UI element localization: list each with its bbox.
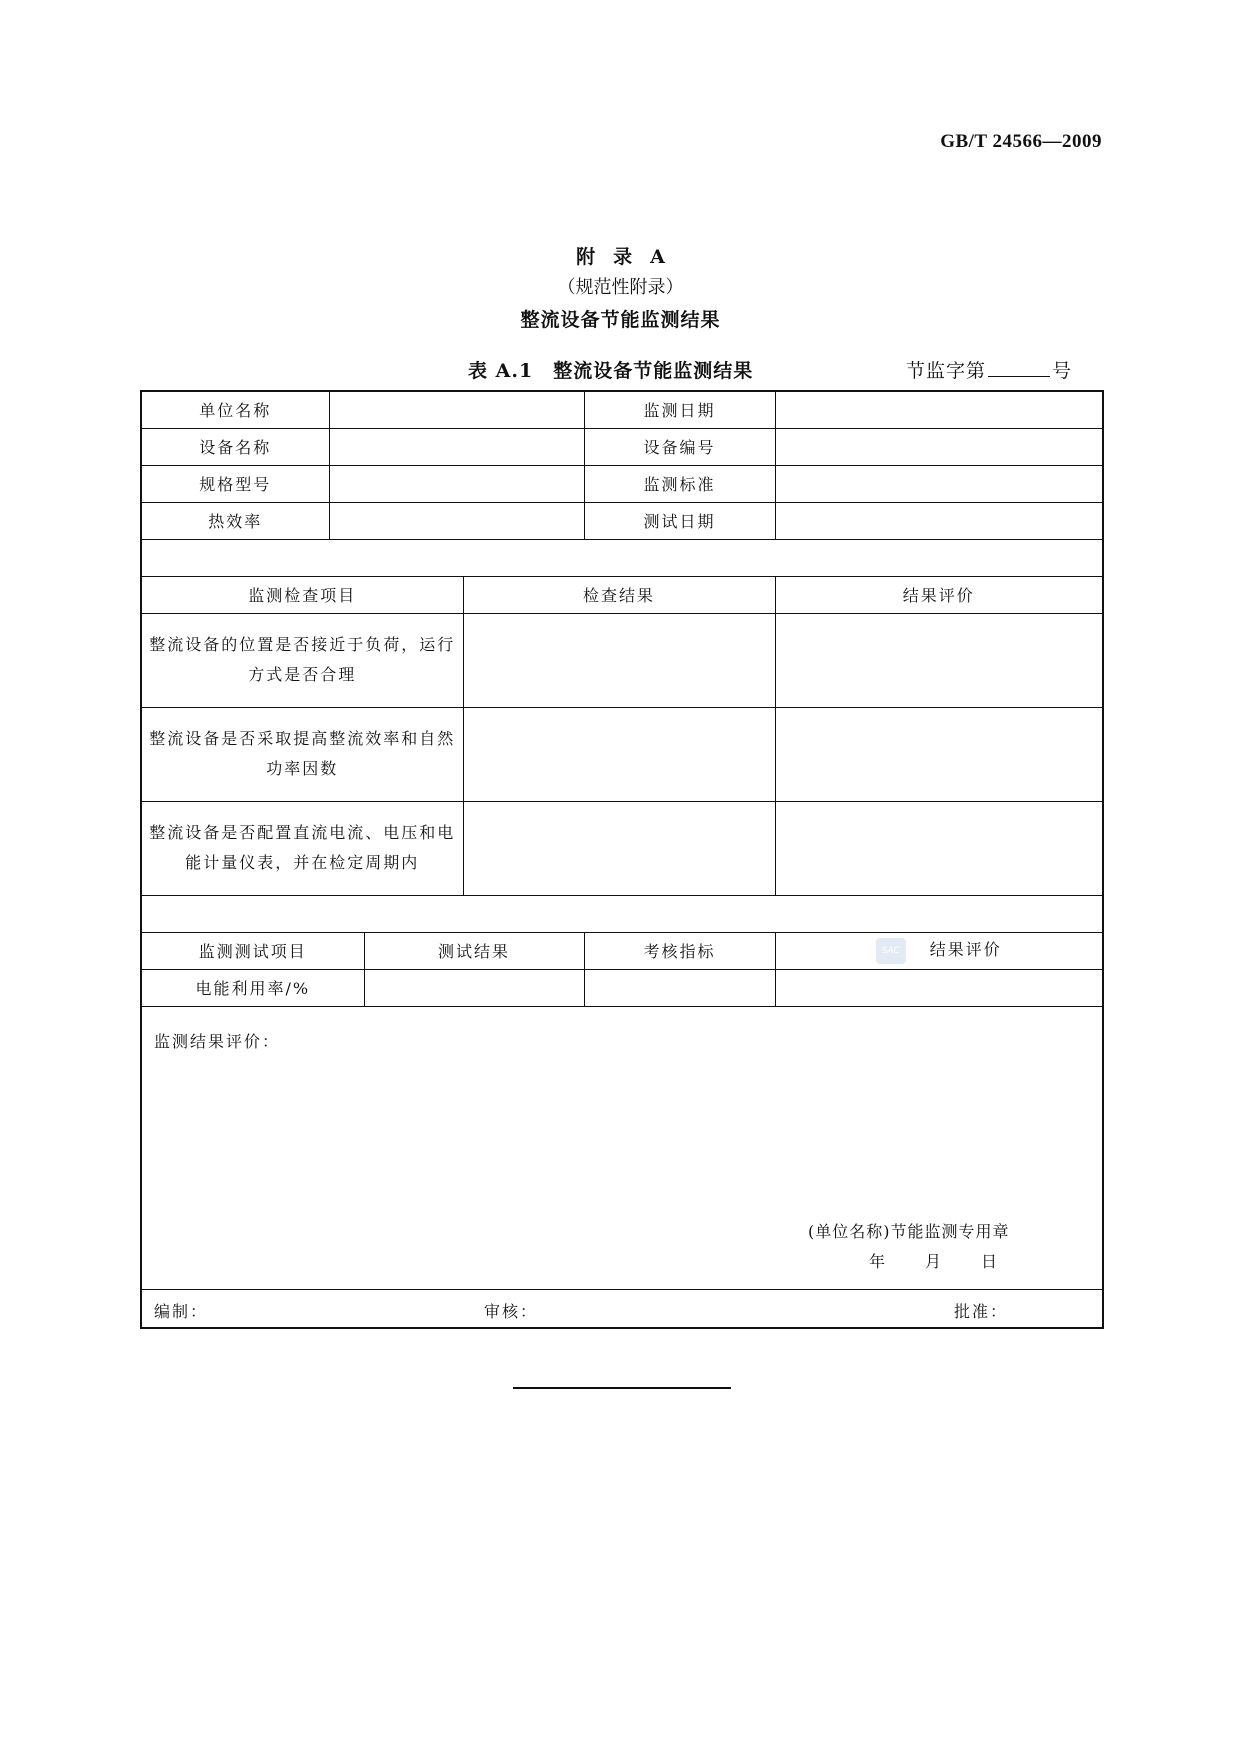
- info-row: [141, 502, 1103, 539]
- prepared-by-label: 编制：: [154, 1301, 209, 1321]
- testing-result-field[interactable]: [364, 969, 584, 1006]
- info-value-field[interactable]: [775, 391, 1103, 428]
- inspection-item: 整流设备是否配置直流电流、电压和电能计量仪表，并在检定周期内: [141, 801, 463, 895]
- conclusion-row: [141, 1006, 1103, 1289]
- end-rule: [513, 1387, 731, 1389]
- info-label: 单位名称: [141, 391, 329, 428]
- table-caption: 表 A.1 整流设备节能监测结果: [468, 360, 754, 382]
- column-header: 测试结果: [364, 932, 584, 969]
- reviewed-by-label: 审核：: [484, 1301, 539, 1321]
- info-label: 设备编号: [584, 428, 775, 465]
- conclusion-cell[interactable]: [141, 1006, 1103, 1289]
- appendix-type: （规范性附录）: [557, 277, 684, 298]
- info-value-field[interactable]: [329, 391, 584, 428]
- column-header: 监测测试项目: [141, 932, 364, 969]
- inspection-result-field[interactable]: [463, 613, 775, 707]
- info-value-field[interactable]: [775, 502, 1103, 539]
- date-year: 年: [869, 1251, 888, 1271]
- inspection-result-field[interactable]: [463, 801, 775, 895]
- spacer-cell: [141, 895, 1103, 932]
- appendix-title: 整流设备节能监测结果: [520, 309, 721, 331]
- doc-number-suffix: 号: [1052, 360, 1073, 382]
- inspection-row: [141, 801, 1103, 895]
- conclusion-label: 监测结果评价：: [154, 1031, 281, 1051]
- standard-code: GB/T 24566—2009: [940, 131, 1102, 152]
- inspection-row: [141, 613, 1103, 707]
- info-value-field[interactable]: [775, 428, 1103, 465]
- column-header: 监测检查项目: [141, 576, 463, 613]
- spacer-row: [141, 539, 1103, 576]
- testing-header-row: [141, 932, 1103, 969]
- column-header: 结果评价: [929, 940, 1002, 960]
- inspection-evaluation-field[interactable]: [775, 801, 1103, 895]
- testing-row: [141, 969, 1103, 1006]
- signature-cell: [141, 1289, 1103, 1328]
- seal-date: [869, 1249, 1037, 1272]
- column-header: 检查结果: [463, 576, 775, 613]
- spacer-row: [141, 895, 1103, 932]
- info-row: [141, 391, 1103, 428]
- info-value-field[interactable]: [329, 428, 584, 465]
- info-label: 热效率: [141, 502, 329, 539]
- seal-text: (单位名称)节能监测专用章: [808, 1221, 1010, 1241]
- info-label: 设备名称: [141, 428, 329, 465]
- inspection-header-row: [141, 576, 1103, 613]
- inspection-evaluation-field[interactable]: [775, 613, 1103, 707]
- date-day: 日: [981, 1251, 1000, 1271]
- info-label: 规格型号: [141, 465, 329, 502]
- info-value-field[interactable]: [329, 502, 584, 539]
- doc-number: [906, 356, 1072, 383]
- info-label: 监测日期: [584, 391, 775, 428]
- column-header: 考核指标: [584, 932, 775, 969]
- inspection-item: 整流设备是否采取提高整流效率和自然功率因数: [141, 707, 463, 801]
- doc-number-prefix: 节监字第: [906, 360, 987, 382]
- inspection-row: [141, 707, 1103, 801]
- doc-number-blank[interactable]: [988, 375, 1050, 377]
- appendix-label: 附录A: [576, 246, 683, 268]
- inspection-evaluation-field[interactable]: [775, 707, 1103, 801]
- inspection-item: 整流设备的位置是否接近于负荷，运行方式是否合理: [141, 613, 463, 707]
- signature-row: [141, 1289, 1103, 1328]
- info-row: [141, 465, 1103, 502]
- sac-watermark: SAC: [876, 938, 906, 964]
- assessment-index-field[interactable]: [584, 969, 775, 1006]
- date-month: 月: [925, 1251, 944, 1271]
- info-label: 监测标准: [584, 465, 775, 502]
- spacer-cell: [141, 539, 1103, 576]
- monitoring-result-table: [140, 390, 1104, 1329]
- info-value-field[interactable]: [775, 465, 1103, 502]
- testing-evaluation-field[interactable]: [775, 969, 1103, 1006]
- inspection-result-field[interactable]: [463, 707, 775, 801]
- info-row: [141, 428, 1103, 465]
- info-label: 测试日期: [584, 502, 775, 539]
- column-header: 结果评价: [775, 576, 1103, 613]
- approved-by-label: 批准：: [954, 1301, 1009, 1321]
- info-value-field[interactable]: [329, 465, 584, 502]
- testing-item: 电能利用率/%: [141, 969, 364, 1006]
- column-header-with-watermark: [775, 932, 1103, 969]
